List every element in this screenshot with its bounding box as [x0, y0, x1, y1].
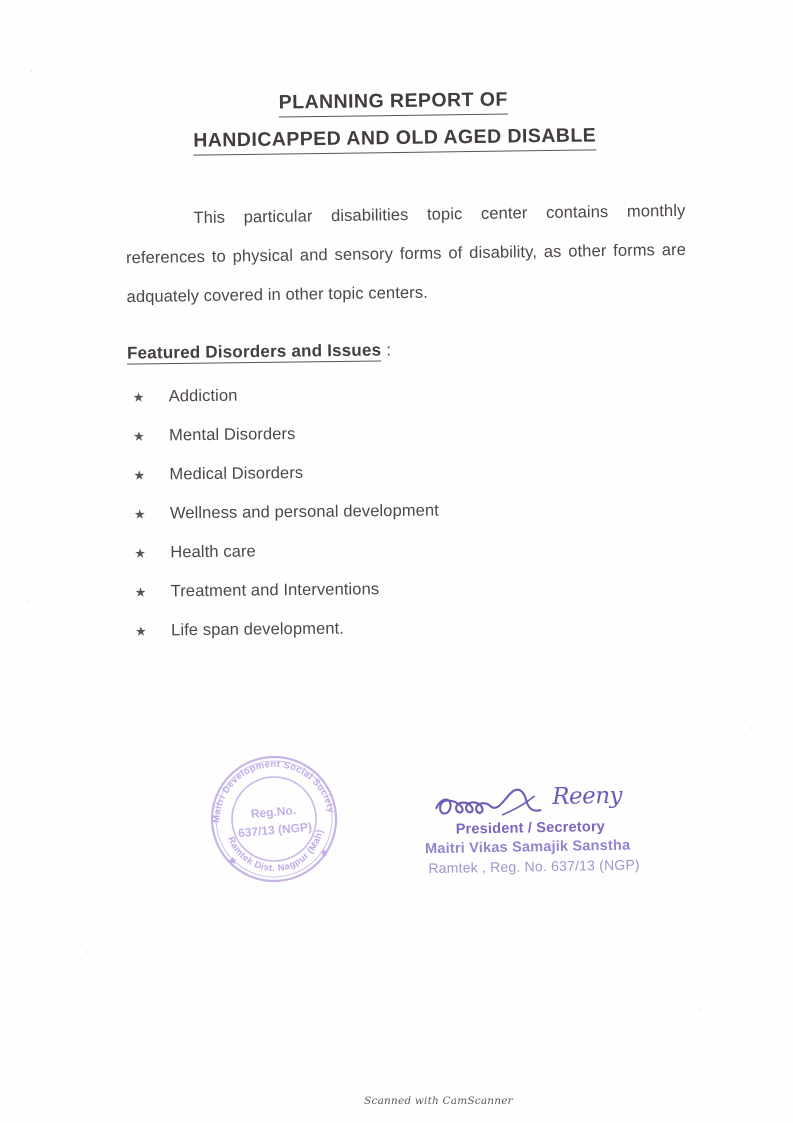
featured-disorders-list [133, 382, 656, 660]
signature-organisation: Maitri Vikas Samajik Sanstha [424, 837, 631, 858]
scan-speck [23, 311, 25, 313]
scan-speck [86, 951, 88, 953]
star-bullet-icon: ★ [133, 467, 146, 483]
intro-paragraph: This particular disabilities topic center contains monthly references to physical and sensory forms of disability, as other forms are adquately covered in other topic centers. [125, 201, 687, 307]
title-line-2: HANDICAPPED AND OLD AGED DISABLE [193, 122, 596, 155]
list-item-label: Health care [170, 542, 256, 562]
signature-block [424, 782, 674, 877]
star-bullet-icon: ★ [134, 545, 147, 561]
list-item [134, 538, 654, 582]
scan-speck [700, 1009, 702, 1011]
stamp-star-left-icon: ★ [228, 855, 238, 867]
scan-speck [30, 70, 32, 72]
scan-speck [520, 62, 522, 63]
star-bullet-icon: ★ [133, 428, 145, 444]
list-item [135, 577, 655, 621]
section-heading-text: Featured Disorders and Issues [126, 340, 382, 363]
star-bullet-icon: ★ [134, 584, 147, 600]
signature-registration: Ramtek , Reg. No. 637/13 (NGP) [428, 856, 640, 877]
scan-speck [750, 727, 752, 729]
list-item [133, 421, 653, 465]
stamp-arc-bottom-text: Ramtek Dist. Nagpur (Mah) [226, 828, 325, 873]
star-bullet-icon: ★ [133, 506, 146, 522]
document-title [0, 83, 793, 158]
list-item-label: Wellness and personal development [169, 501, 439, 523]
list-item-label: Life span development. [171, 619, 345, 640]
star-bullet-icon: ★ [132, 389, 145, 405]
scan-speck [28, 601, 30, 603]
stamp-center-line-2: 637/13 (NGP) [237, 819, 313, 841]
list-item [133, 460, 653, 504]
list-item-label: Medical Disorders [169, 463, 304, 484]
title-line-1: PLANNING REPORT OF [279, 87, 508, 118]
stamp-center-line-1: Reg.No. [250, 803, 297, 821]
organisation-round-stamp [199, 746, 348, 891]
stamp-star-right-icon: ★ [319, 847, 330, 859]
list-item [135, 616, 655, 660]
section-heading [127, 340, 391, 363]
section-heading-colon: : [386, 340, 392, 360]
list-item [133, 382, 653, 426]
signature-role: President / Secretory [455, 819, 606, 838]
list-item-label: Addiction [168, 386, 238, 406]
scanner-watermark: Scanned with CamScanner [364, 1095, 513, 1107]
star-bullet-icon: ★ [135, 623, 147, 639]
stamp-arc-top-text: Maitri Development Social Society [211, 758, 337, 824]
list-item-label: Mental Disorders [168, 425, 296, 445]
signature-script-text: Reeny [551, 782, 623, 810]
list-item [134, 499, 654, 543]
list-item-label: Treatment and Interventions [170, 580, 380, 601]
